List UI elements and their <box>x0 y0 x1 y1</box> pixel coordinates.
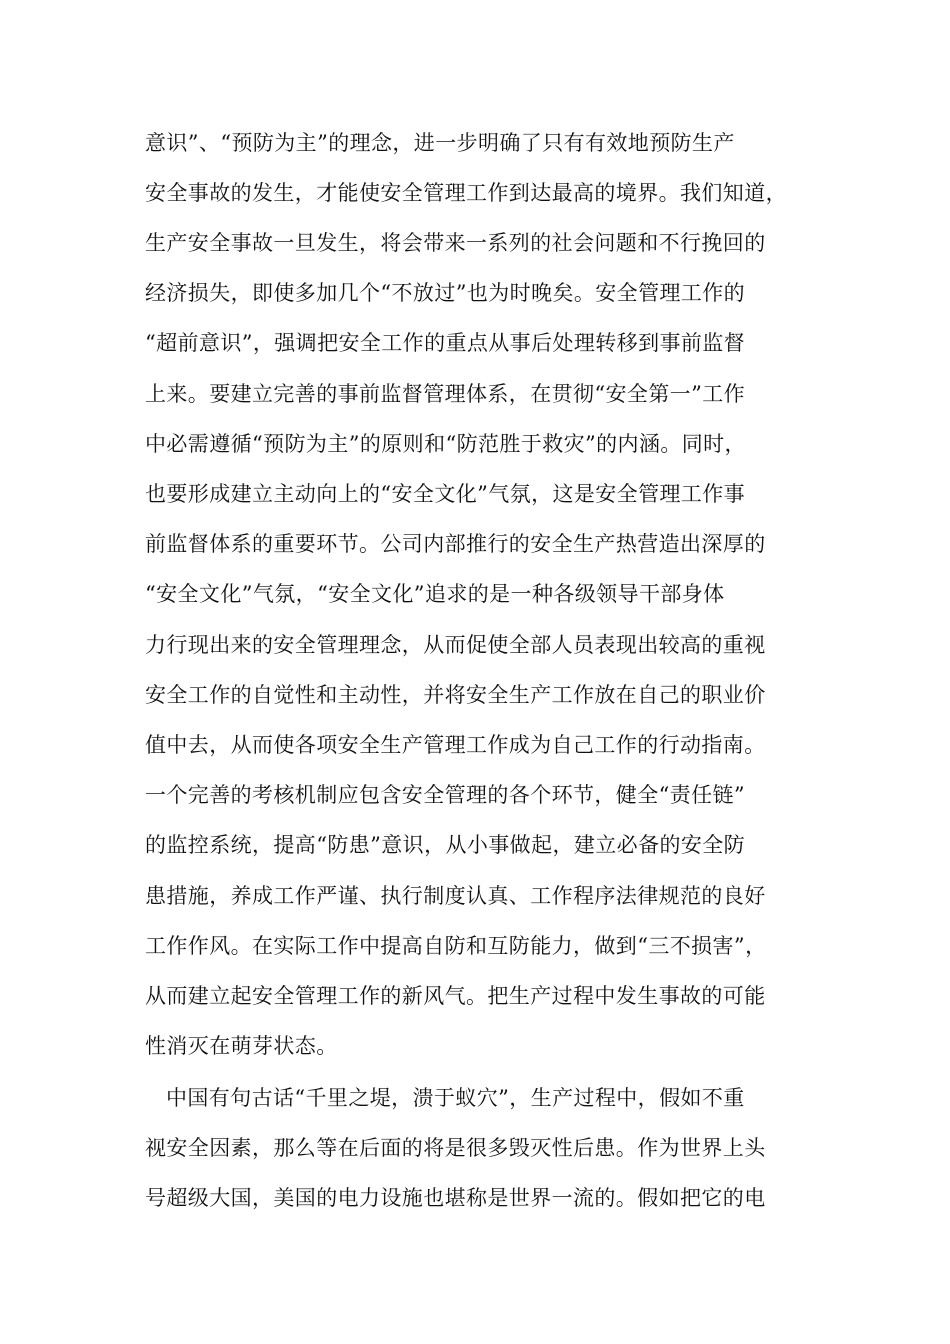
text-line-1: 意识”、“预防为主”的理念，进一步明确了只有有效地预防生产 <box>145 131 735 155</box>
text-line-21: 视安全因素，那么等在后面的将是很多毁灭性后患。作为世界上头 <box>145 1136 766 1160</box>
text-line-19: 性消灭在萌芽状态。 <box>145 1034 338 1058</box>
text-line-8: 也要形成建立主动向上的“安全文化”气氛，这是安全管理工作事 <box>145 482 746 506</box>
text-line-6: 上来。要建立完善的事前监督管理体系，在贯彻“安全第一”工作 <box>145 382 746 406</box>
text-line-10: “安全文化”气氛，“安全文化”追求的是一种各级领导干部身体 <box>145 582 725 606</box>
text-line-14: 一个完善的考核机制应包含安全管理的各个环节，健全“责任链” <box>145 783 746 807</box>
text-line-17: 工作作风。在实际工作中提高自防和互防能力，做到“三不损害”， <box>145 934 767 958</box>
text-line-22: 号超级大国，美国的电力设施也堪称是世界一流的。假如把它的电 <box>145 1186 766 1210</box>
text-line-2: 安全事故的发生，才能使安全管理工作到达最高的境界。我们知道， <box>145 181 787 205</box>
text-line-20: 中国有句古话“千里之堤，溃于蚁穴”，生产过程中，假如不重 <box>166 1086 745 1110</box>
text-line-16: 患措施，养成工作严谨、执行制度认真、工作程序法律规范的良好 <box>145 884 766 908</box>
text-line-11: 力行现出来的安全管理理念，从而促使全部人员表现出较高的重视 <box>145 633 766 657</box>
text-line-9: 前监督体系的重要环节。公司内部推行的安全生产热营造出深厚的 <box>145 532 766 556</box>
text-line-13: 值中去，从而使各项安全生产管理工作成为自己工作的行动指南。 <box>145 733 766 757</box>
text-line-12: 安全工作的自觉性和主动性，并将安全生产工作放在自己的职业价 <box>145 683 766 707</box>
text-line-3: 生产安全事故一旦发生，将会带来一系列的社会问题和不行挽回的 <box>145 231 766 255</box>
text-line-5: “超前意识”，强调把安全工作的重点从事后处理转移到事前监督 <box>145 331 746 355</box>
text-line-7: 中必需遵循“预防为主”的原则和“防范胜于救灾”的内涵。同时， <box>145 432 746 456</box>
text-line-4: 经济损失，即使多加几个“不放过”也为时晚矣。安全管理工作的 <box>145 281 746 305</box>
text-line-18: 从而建立起安全管理工作的新风气。把生产过程中发生事故的可能 <box>145 984 766 1008</box>
text-line-15: 的监控系统，提高“防患”意识，从小事做起，建立必备的安全防 <box>145 833 746 857</box>
